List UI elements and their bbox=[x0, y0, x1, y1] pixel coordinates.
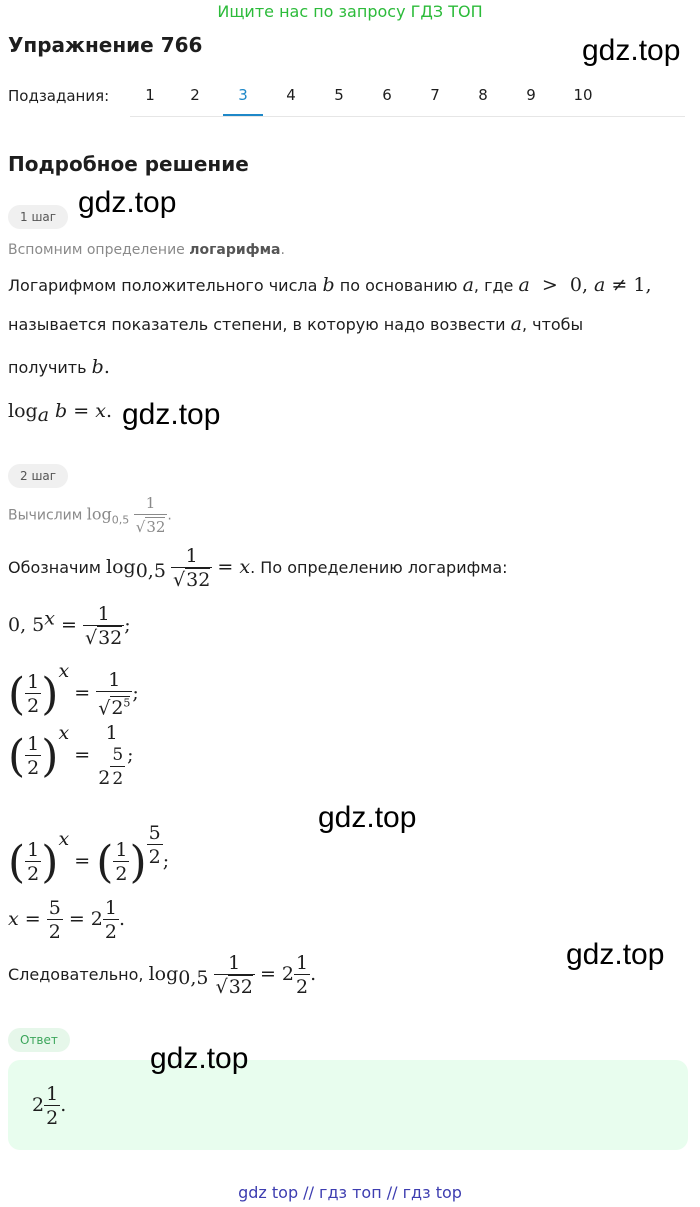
tab-10[interactable]: 10 bbox=[573, 86, 593, 104]
answer-value: 2 $\frac{1}{2}$ . bbox=[32, 1083, 67, 1129]
footer-links[interactable]: gdz top // гдз топ // гдз top bbox=[238, 1183, 462, 1202]
equation-5: x = $\frac{5}{2}$ = 2 $\frac{1}{2}$ . bbox=[8, 897, 126, 943]
equation-4: ( $\frac{1}{2}$ )$^x$ = ( $\frac{1}{2}$ ) $\frac{5}{2}$ ; bbox=[8, 822, 170, 888]
subtasks-label: Подзадания: bbox=[8, 87, 110, 105]
tab-5[interactable]: 5 bbox=[334, 86, 344, 104]
section-title: Подробное решение bbox=[8, 152, 249, 176]
watermark: gdz.top bbox=[566, 938, 665, 971]
step2-denote: Обозначим $\log_{0,5}$ $\frac{1}{√32}$ = x. По определению логарифма: bbox=[8, 545, 508, 591]
tab-8[interactable]: 8 bbox=[478, 86, 488, 104]
equation-1: 0, $5^x$ = $\frac{1}{√32}$ ; bbox=[8, 603, 131, 649]
answer-box bbox=[8, 1060, 688, 1150]
step1-line2: называется показатель степени, в которую надо возвести a, чтобы bbox=[8, 313, 584, 335]
equation-3: ( $\frac{1}{2}$ )$^x$ = 1 2 $\frac{5}{2}$ ; bbox=[8, 722, 134, 789]
step1-line1: Логарифмом положительного числа b по основанию a, где a > 0, a ≠ 1, bbox=[8, 274, 652, 296]
watermark: gdz.top bbox=[150, 1042, 249, 1075]
watermark: gdz.top bbox=[318, 801, 417, 834]
page-title: Упражнение 766 bbox=[8, 33, 203, 57]
answer-badge: Ответ bbox=[8, 1028, 70, 1052]
subtask-tabs bbox=[130, 76, 685, 117]
tab-1[interactable]: 1 bbox=[145, 86, 155, 104]
watermark: gdz.top bbox=[582, 34, 681, 67]
watermark: gdz.top bbox=[78, 186, 177, 219]
tab-9[interactable]: 9 bbox=[526, 86, 536, 104]
search-banner[interactable]: Ищите нас по запросу ГДЗ ТОП bbox=[217, 2, 483, 21]
step1-line3: получить b. bbox=[8, 356, 110, 378]
step-badge: 1 шаг bbox=[8, 205, 68, 229]
step1-intro: Вспомним определение логарифма. bbox=[8, 242, 285, 258]
tab-4[interactable]: 4 bbox=[286, 86, 296, 104]
step2-intro: Вычислим $\log_{0,5}$ $\frac{1}{√32}$ . bbox=[8, 492, 172, 539]
equation-2: ( $\frac{1}{2}$ )$^x$ = $\frac{1}{√2^5}$ ; bbox=[8, 660, 139, 720]
step2-therefore: Следовательно, $\log_{0,5}$ $\frac{1}{√32}$ = 2 $\frac{1}{2}$ . bbox=[8, 952, 317, 998]
tab-3[interactable]: 3 bbox=[223, 86, 263, 104]
step-badge: 2 шаг bbox=[8, 464, 68, 488]
tab-2[interactable]: 2 bbox=[190, 86, 200, 104]
log-definition: $\log_a b = x$. bbox=[8, 400, 112, 427]
tab-6[interactable]: 6 bbox=[382, 86, 392, 104]
tab-7[interactable]: 7 bbox=[430, 86, 440, 104]
watermark: gdz.top bbox=[122, 398, 221, 431]
